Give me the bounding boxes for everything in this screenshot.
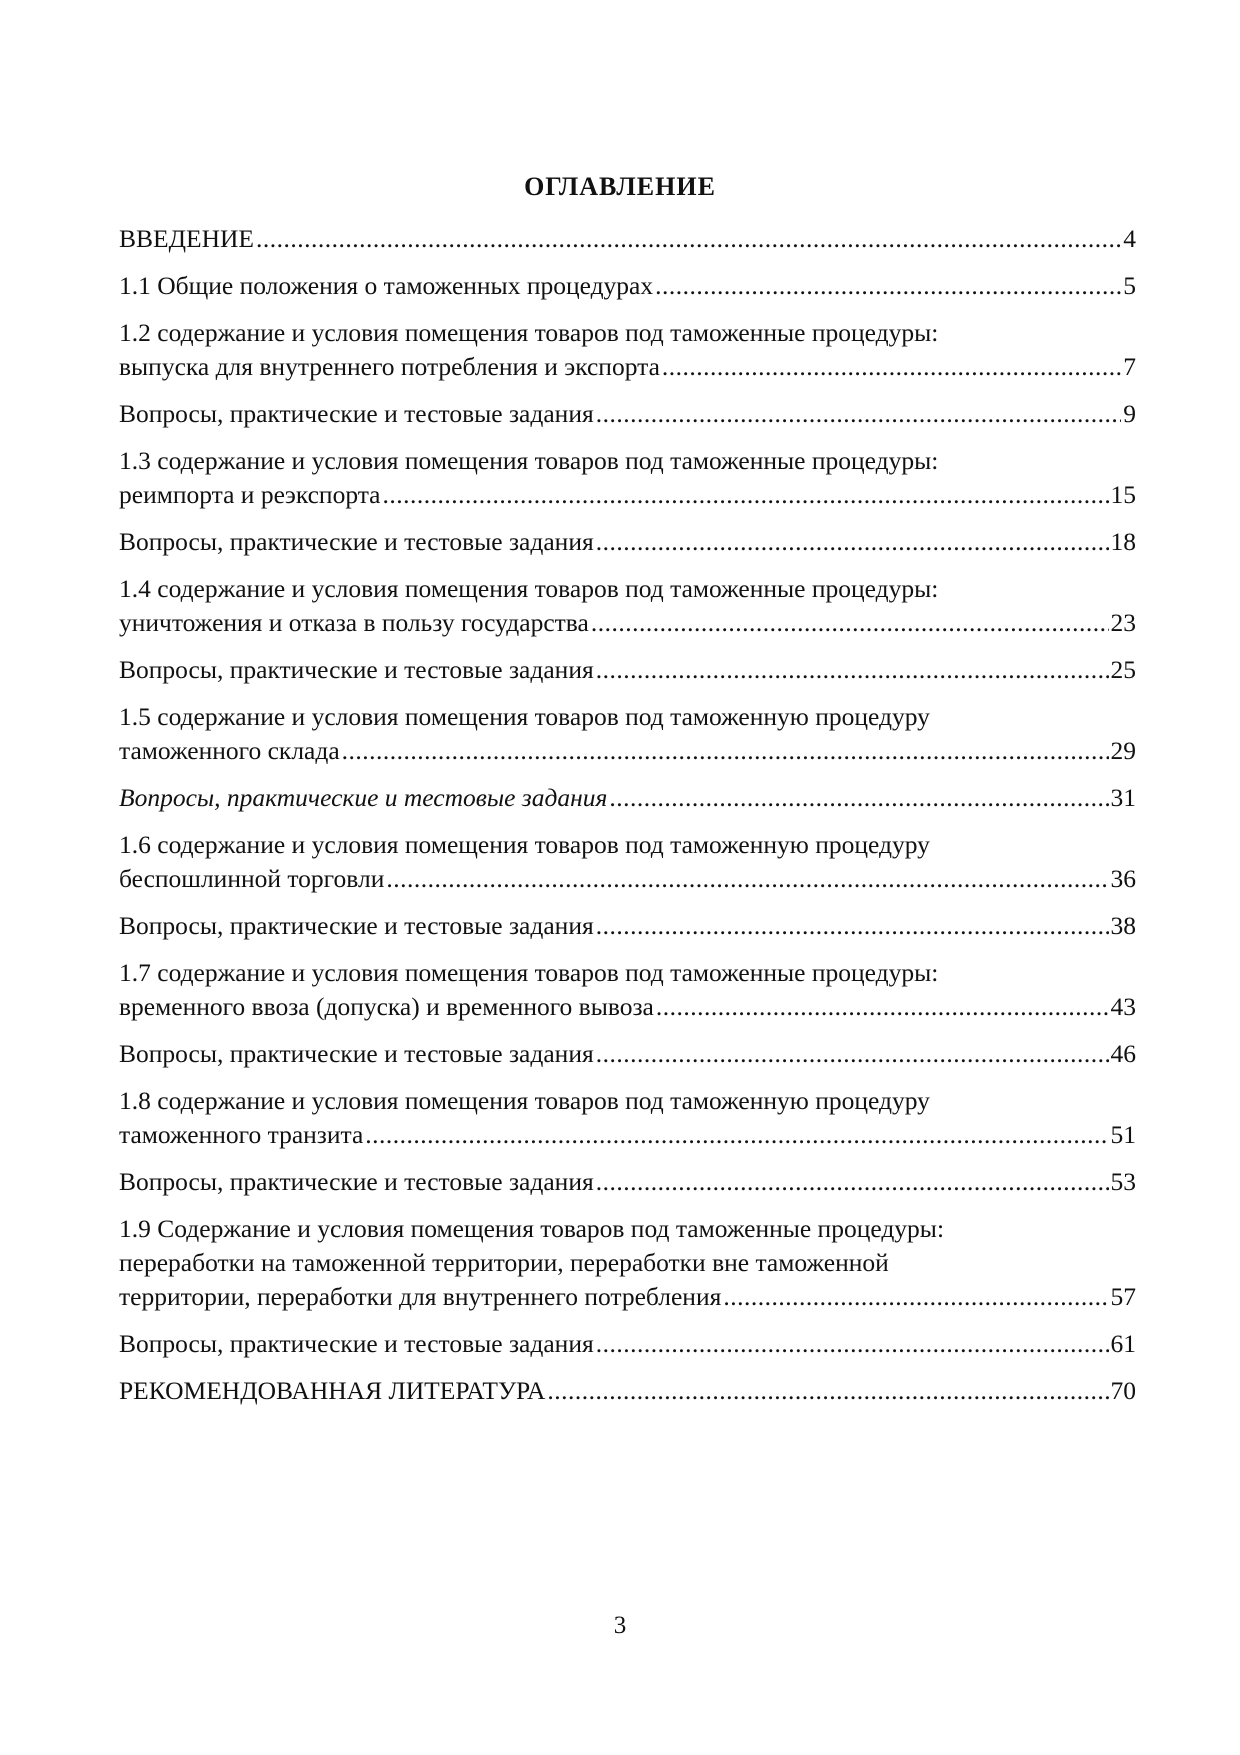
toc-entry-page-number: 9: [1123, 399, 1136, 428]
toc-entry[interactable]: [119, 781, 1136, 815]
page-number: 3: [613, 1612, 627, 1639]
toc-entry[interactable]: [119, 828, 1136, 896]
dot-leader: [547, 1374, 1108, 1408]
toc-entry-last-line: [119, 1165, 1136, 1199]
toc-entry-text: Вопросы, практические и тестовые задания: [119, 655, 594, 684]
toc-entry[interactable]: [119, 1037, 1136, 1071]
dot-leader: [591, 606, 1109, 640]
toc-entry-text: Вопросы, практические и тестовые задания: [119, 527, 594, 556]
toc-entry-last-line: [119, 478, 1136, 512]
toc-entry-line: 1.4 содержание и условия помещения товаров под таможенные процедуры:: [119, 574, 939, 603]
toc-entry-page-number: 36: [1110, 864, 1136, 893]
table-of-contents: [119, 222, 1136, 1421]
toc-entry-text: Вопросы, практические и тестовые задания: [119, 1039, 594, 1068]
toc-entry-page-number: 7: [1123, 352, 1136, 381]
toc-entry-page-number: 61: [1110, 1329, 1136, 1358]
dot-leader: [596, 1165, 1109, 1199]
toc-entry[interactable]: [119, 572, 1136, 640]
toc-entry-text: Вопросы, практические и тестовые задания: [119, 783, 608, 812]
toc-entry-text: уничтожения и отказа в пользу государства: [119, 608, 589, 637]
toc-entry-page-number: 38: [1110, 911, 1136, 940]
toc-entry-line: 1.9 Содержание и условия помещения товаров под таможенные процедуры:: [119, 1214, 945, 1243]
dot-leader: [655, 269, 1121, 303]
toc-entry-text: таможенного склада: [119, 736, 340, 765]
toc-entry-text: Вопросы, практические и тестовые задания: [119, 1329, 594, 1358]
toc-entry-text: РЕКОМЕНДОВАННАЯ ЛИТЕРАТУРА: [119, 1376, 546, 1405]
toc-entry-page-number: 53: [1110, 1167, 1136, 1196]
toc-entry-page-number: 25: [1110, 655, 1136, 684]
toc-entry-page-number: 31: [1110, 783, 1136, 812]
toc-entry-last-line: [119, 269, 1136, 303]
dot-leader: [596, 909, 1109, 943]
toc-entry-last-line: [119, 1118, 1136, 1152]
toc-entry[interactable]: [119, 909, 1136, 943]
toc-entry-page-number: 46: [1110, 1039, 1136, 1068]
toc-entry-text: Вопросы, практические и тестовые задания: [119, 1167, 594, 1196]
toc-entry-line: 1.3 содержание и условия помещения товаров под таможенные процедуры:: [119, 446, 939, 475]
toc-entry[interactable]: [119, 700, 1136, 768]
toc-entry-line: 1.8 содержание и условия помещения товаров под таможенную процедуру: [119, 1086, 930, 1115]
dot-leader: [256, 222, 1121, 256]
toc-entry-page-number: 29: [1110, 736, 1136, 765]
toc-entry-last-line: [119, 1280, 1136, 1314]
toc-entry-last-line: [119, 653, 1136, 687]
toc-entry-page-number: 70: [1110, 1376, 1136, 1405]
toc-entry[interactable]: [119, 316, 1136, 384]
toc-entry[interactable]: [119, 1165, 1136, 1199]
toc-entry-last-line: [119, 525, 1136, 559]
toc-entry-page-number: 5: [1123, 271, 1136, 300]
toc-entry-text: временного ввоза (допуска) и временного вывоза: [119, 992, 654, 1021]
toc-entry-last-line: [119, 1374, 1136, 1408]
toc-entry-page-number: 18: [1110, 527, 1136, 556]
toc-entry-text: 1.1 Общие положения о таможенных процедурах: [119, 271, 654, 300]
page-title: ОГЛАВЛЕНИЕ: [524, 172, 716, 201]
dot-leader: [383, 478, 1109, 512]
dot-leader: [723, 1280, 1108, 1314]
toc-entry-last-line: [119, 606, 1136, 640]
dot-leader: [609, 781, 1108, 815]
toc-entry-last-line: [119, 990, 1136, 1024]
toc-entry-text: территории, переработки для внутреннего потребления: [119, 1282, 722, 1311]
toc-entry-page-number: 4: [1123, 224, 1136, 253]
toc-entry-page-number: 15: [1110, 480, 1136, 509]
toc-entry[interactable]: [119, 1084, 1136, 1152]
toc-entry-page-number: 43: [1110, 992, 1136, 1021]
toc-entry[interactable]: [119, 1327, 1136, 1361]
dot-leader: [596, 397, 1122, 431]
toc-entry-line: 1.2 содержание и условия помещения товаров под таможенные процедуры:: [119, 318, 939, 347]
toc-entry-last-line: [119, 734, 1136, 768]
toc-entry-text: Вопросы, практические и тестовые задания: [119, 911, 594, 940]
dot-leader: [596, 653, 1109, 687]
dot-leader: [656, 990, 1109, 1024]
toc-entry-text: выпуска для внутреннего потребления и экспорта: [119, 352, 660, 381]
toc-entry[interactable]: [119, 956, 1136, 1024]
toc-entry-last-line: [119, 222, 1136, 256]
toc-entry-text: Вопросы, практические и тестовые задания: [119, 399, 594, 428]
toc-entry[interactable]: [119, 525, 1136, 559]
dot-leader: [662, 350, 1121, 384]
toc-entry[interactable]: [119, 444, 1136, 512]
toc-entry[interactable]: [119, 222, 1136, 256]
toc-entry-text: беспошлинной торговли: [119, 864, 385, 893]
toc-entry-last-line: [119, 781, 1136, 815]
dot-leader: [596, 1037, 1109, 1071]
toc-entry-last-line: [119, 350, 1136, 384]
toc-entry[interactable]: [119, 1212, 1136, 1314]
dot-leader: [386, 862, 1108, 896]
toc-entry-last-line: [119, 1037, 1136, 1071]
toc-entry-last-line: [119, 1327, 1136, 1361]
toc-entry-line: переработки на таможенной территории, переработки вне таможенной: [119, 1248, 889, 1277]
toc-entry-page-number: 51: [1110, 1120, 1136, 1149]
toc-entry-text: реимпорта и реэкспорта: [119, 480, 381, 509]
toc-entry[interactable]: [119, 397, 1136, 431]
toc-entry-page-number: 23: [1110, 608, 1136, 637]
toc-entry-page-number: 57: [1110, 1282, 1136, 1311]
toc-entry-last-line: [119, 397, 1136, 431]
toc-entry-line: 1.6 содержание и условия помещения товаров под таможенную процедуру: [119, 830, 930, 859]
toc-entry[interactable]: [119, 1374, 1136, 1408]
toc-entry[interactable]: [119, 653, 1136, 687]
toc-entry-line: 1.5 содержание и условия помещения товаров под таможенную процедуру: [119, 702, 930, 731]
dot-leader: [596, 525, 1109, 559]
dot-leader: [596, 1327, 1109, 1361]
toc-entry-text: таможенного транзита: [119, 1120, 364, 1149]
toc-entry-text: ВВЕДЕНИЕ: [119, 224, 254, 253]
toc-entry[interactable]: [119, 269, 1136, 303]
toc-entry-last-line: [119, 862, 1136, 896]
dot-leader: [365, 1118, 1108, 1152]
dot-leader: [342, 734, 1109, 768]
toc-entry-line: 1.7 содержание и условия помещения товаров под таможенные процедуры:: [119, 958, 939, 987]
toc-entry-last-line: [119, 909, 1136, 943]
